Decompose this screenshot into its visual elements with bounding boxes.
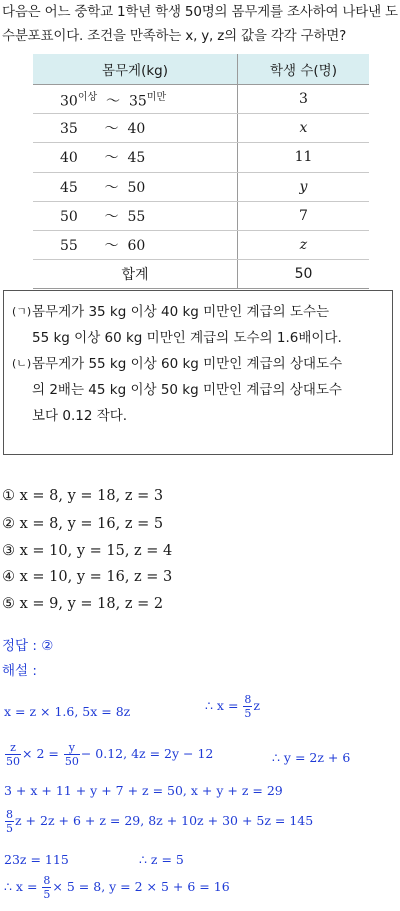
solution-rest: − 0.12, 4z = 2y − 12: [80, 746, 214, 761]
count-cell: 3: [238, 85, 370, 114]
choice-2[interactable]: ② x = 8, y = 16, z = 5: [2, 516, 164, 532]
solution-rest: × 5 = 8, y = 2 × 5 + 6 = 16: [52, 879, 230, 894]
range-from: 35: [60, 121, 78, 138]
total-row: [33, 260, 369, 289]
choice-5[interactable]: ⑤ x = 9, y = 18, z = 2: [2, 596, 164, 612]
solution-therefore: ∴ x =: [205, 698, 239, 713]
range-to: 40: [127, 121, 146, 138]
solution-var: z: [253, 698, 261, 713]
total-label: 합계: [33, 260, 238, 289]
count-cell: x: [238, 114, 370, 143]
fraction: $\frac{8}{5}$: [6, 808, 13, 835]
range-to-sup: 미만: [146, 91, 167, 103]
choice-4[interactable]: ④ x = 10, y = 16, z = 3: [2, 569, 173, 585]
solution-line-6: [4, 874, 230, 901]
count-cell: 11: [238, 143, 370, 172]
table-row: 45 ～ 50 y: [33, 172, 369, 201]
solution-line-5b: ∴ z = 5: [139, 852, 184, 867]
solution-line-2: [4, 741, 213, 768]
solution-line-5a: 23z = 115: [4, 852, 69, 867]
range-to: 55: [127, 208, 146, 225]
table-row: 40 ～ 45 11: [33, 143, 369, 172]
choice-1[interactable]: ① x = 8, y = 18, z = 3: [2, 488, 164, 504]
range-from-sup: 이상: [77, 91, 98, 103]
conditions-box: [3, 290, 393, 455]
condition-b-marker: (ㄴ): [12, 357, 32, 370]
solution-line-1a: x = z × 1.6, 5x = 8z: [4, 704, 131, 719]
solution-line-4: [4, 808, 313, 835]
header-weight: 몸무게(kg): [33, 54, 238, 85]
choice-3[interactable]: ③ x = 10, y = 15, z = 4: [2, 543, 173, 559]
count-cell: 7: [238, 201, 370, 230]
range-from: 40: [60, 150, 78, 167]
solution-line-2b: ∴ y = 2z + 6: [272, 750, 351, 765]
table-row: 35 ～ 40 x: [33, 114, 369, 143]
answer-text: 정답 : ②: [2, 638, 54, 654]
range-from: 55: [60, 238, 78, 255]
range-to: 60: [127, 238, 146, 255]
solution-op: × 2 =: [22, 746, 59, 761]
solution-line-1b: [205, 693, 260, 720]
range-from: 45: [60, 179, 78, 196]
condition-a-marker: (ㄱ): [12, 305, 32, 318]
count-cell: y: [238, 172, 370, 201]
condition-a-line1: 몸무게가 35 kg 이상 40 kg 미만인 계급의 도수는: [32, 304, 330, 320]
total-value: 50: [238, 260, 370, 289]
question-text: 다음은 어느 중학교 1학년 학생 50명의 몸무게를 조사하여 나타낸 도수분포표이다. 조건을 만족하는 x, y, z의 값을 각각 구하면?: [2, 4, 398, 44]
condition-b-line1: 몸무게가 55 kg 이상 60 kg 미만인 계급의 상대도수: [32, 356, 343, 372]
range-from: 30: [60, 93, 78, 110]
range-from: 50: [60, 208, 78, 225]
solution-line-3: 3 + x + 11 + y + 7 + z = 50, x + y + z = 29: [4, 783, 283, 798]
condition-b-line2: 의 2배는 45 kg 이상 50 kg 미만인 계급의 상대도수: [32, 382, 342, 398]
header-count: 학생 수(명): [238, 54, 370, 85]
range-to: 35: [128, 93, 147, 110]
range-to: 45: [127, 150, 146, 167]
range-to: 50: [127, 179, 146, 196]
explanation-label: 해설 :: [2, 663, 37, 679]
fraction: $\frac{z}{50}$: [6, 741, 20, 768]
solution-therefore: ∴ x =: [4, 879, 38, 894]
fraction: $\frac{8}{5}$: [244, 693, 252, 720]
condition-b-line3: 보다 0.12 작다.: [32, 408, 128, 424]
frequency-table: [33, 54, 369, 289]
solution-rest: z + 2z + 6 + z = 29, 8z + 10z + 30 + 5z = 145: [15, 813, 314, 828]
table-row: $30^{이상}$ ～ $35^{미만}$ 3: [33, 85, 369, 114]
condition-a-line2: 55 kg 이상 60 kg 미만인 계급의 도수의 1.6배이다.: [32, 330, 342, 346]
table-row: 50 ～ 55 7: [33, 201, 369, 230]
table-row: 55 ～ 60 z: [33, 230, 369, 259]
count-cell: z: [238, 230, 370, 259]
fraction: $\frac{8}{5}$: [43, 874, 51, 901]
fraction: $\frac{y}{50}$: [64, 741, 79, 768]
